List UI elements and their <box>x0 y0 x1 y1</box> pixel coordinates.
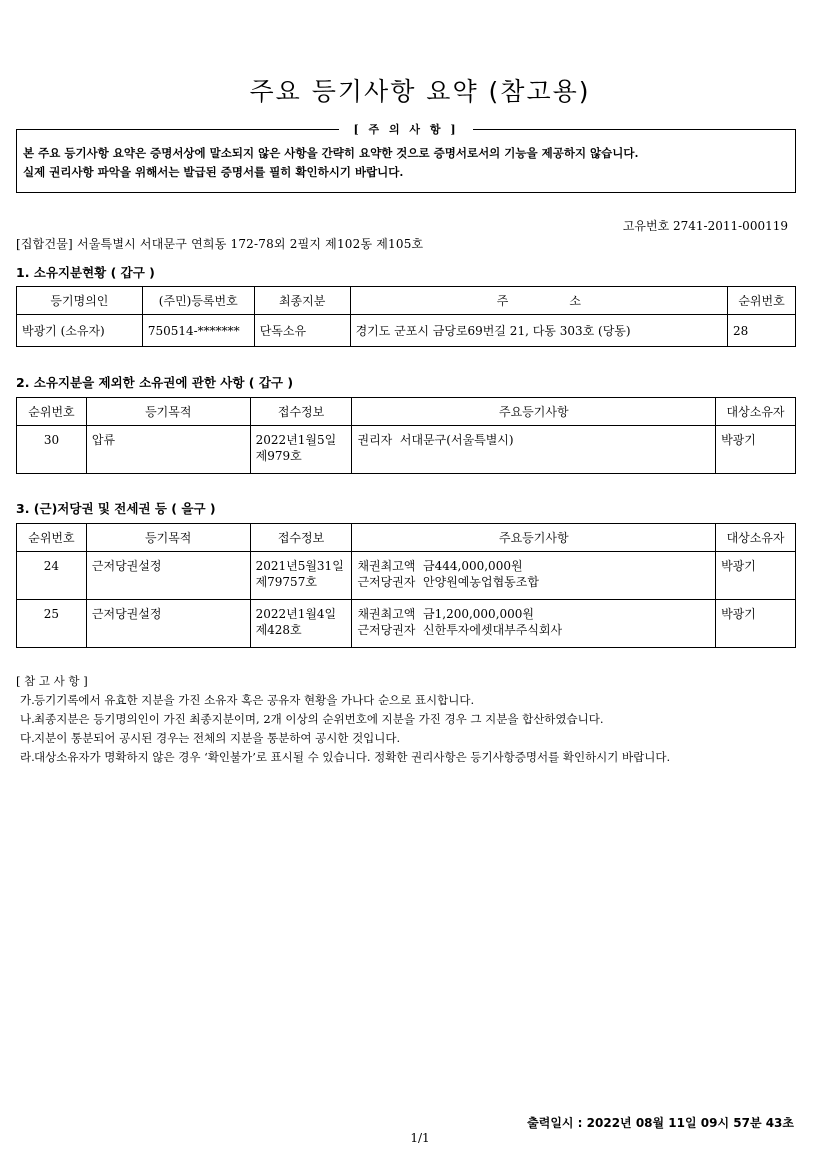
note-text: 최종지분은 등기명의인이 가진 최종지분이며, 2개 이상의 순위번호에 지분을 가진 경우 그 지분을 합산하였습니다. <box>34 712 604 726</box>
main-matter <box>352 600 716 648</box>
receipt-info <box>250 600 352 648</box>
receipt-date: 2022년1월5일 <box>255 433 337 447</box>
caution-line: 본 주요 등기사항 요약은 증명서상에 말소되지 않은 사항을 간략히 요약한 것으로 증명서로서의 기능을 제공하지 않습니다. <box>23 146 639 160</box>
column-header: 주요등기사항 <box>352 524 716 552</box>
receipt-number: 제979호 <box>255 449 302 463</box>
column-header: 등기목적 <box>86 524 250 552</box>
column-header: 순위번호 <box>728 287 796 315</box>
note-text: 등기기록에서 유효한 지분을 가진 소유자 혹은 공유자 현황을 가나다 순으로 표시합니다. <box>34 693 475 707</box>
column-header: 주요등기사항 <box>352 398 716 426</box>
ownership-table <box>16 286 796 347</box>
note-key: 라. <box>20 750 35 764</box>
main-matter-line: 채권최고액 금444,000,000원 <box>357 559 523 573</box>
receipt-info <box>250 426 352 474</box>
column-header: 대상소유자 <box>716 398 796 426</box>
table-header-row <box>17 398 796 426</box>
mortgage-table <box>16 523 796 648</box>
page-number: 1/1 <box>410 1131 430 1145</box>
receipt-number: 제79757호 <box>255 575 317 589</box>
note-item <box>16 748 806 767</box>
notes-heading: [ 참 고 사 항 ] <box>16 674 88 688</box>
main-matter-line: 근저당권자 안양원예농업협동조합 <box>357 575 539 589</box>
receipt-date: 2022년1월4일 <box>255 607 337 621</box>
table-row <box>17 426 796 474</box>
receipt-date: 2021년5월31일 <box>255 559 344 573</box>
rank-number: 24 <box>17 552 87 600</box>
note-text: 대상소유자가 명확하지 않은 경우 ‘확인불가’로 표시될 수 있습니다. 정확한 권리사항은 등기사항증명서를 확인하시기 바랍니다. <box>34 750 671 764</box>
registration-purpose: 근저당권설정 <box>86 552 250 600</box>
column-header: 접수정보 <box>250 398 352 426</box>
main-matter-line: 근저당권자 신한투자에셋대부주식회사 <box>357 623 563 637</box>
target-owner: 박광기 <box>716 552 796 600</box>
rank-number: 25 <box>17 600 87 648</box>
note-key: 나. <box>20 712 35 726</box>
reference-notes <box>16 672 806 767</box>
table-header-row <box>17 524 796 552</box>
caution-line: 실제 권리사항 파악을 위해서는 발급된 증명서를 필히 확인하시기 바랍니다. <box>23 165 404 179</box>
registration-purpose: 근저당권설정 <box>86 600 250 648</box>
ownership-rights-table <box>16 397 796 474</box>
property-address: [집합건물] 서울특별시 서대문구 연희동 172-78외 2필지 제102동 제105호 <box>16 237 424 251</box>
column-header: 접수정보 <box>250 524 352 552</box>
section1-title: 1. 소유지분현황 ( 갑구 ) <box>16 265 155 280</box>
table-header-row <box>17 287 796 315</box>
unique-number: 고유번호 2741-2011-000119 <box>622 219 788 233</box>
caution-box <box>16 123 796 193</box>
final-share: 단독소유 <box>254 315 350 347</box>
table-row <box>17 315 796 347</box>
column-header: 순위번호 <box>17 524 87 552</box>
main-matter <box>352 426 716 474</box>
print-timestamp: 출력일시 : 2022년 08월 11일 09시 57분 43초 <box>527 1116 794 1130</box>
note-key: 가. <box>20 693 35 707</box>
target-owner: 박광기 <box>716 600 796 648</box>
column-header: 주 소 <box>350 287 727 315</box>
column-header: 대상소유자 <box>716 524 796 552</box>
main-matter-line: 채권최고액 금1,200,000,000원 <box>357 607 535 621</box>
owner-address: 경기도 군포시 금당로69번길 21, 다동 303호 (당동) <box>350 315 727 347</box>
rank-number: 30 <box>17 426 87 474</box>
rank-number: 28 <box>728 315 796 347</box>
note-item <box>16 710 806 729</box>
column-header: (주민)등록번호 <box>142 287 254 315</box>
note-item <box>16 691 806 710</box>
registration-purpose: 압류 <box>86 426 250 474</box>
note-key: 다. <box>20 731 35 745</box>
registration-number: 750514-******* <box>142 315 254 347</box>
column-header: 순위번호 <box>17 398 87 426</box>
column-header: 등기목적 <box>86 398 250 426</box>
owner-name: 박광기 (소유자) <box>17 315 143 347</box>
caution-heading: [ 주 의 사 항 ] <box>339 123 472 136</box>
column-header: 최종지분 <box>254 287 350 315</box>
table-row <box>17 600 796 648</box>
main-matter <box>352 552 716 600</box>
section2-title: 2. 소유지분을 제외한 소유권에 관한 사항 ( 갑구 ) <box>16 375 294 390</box>
main-matter-line: 권리자 서대문구(서울특별시) <box>357 433 514 447</box>
receipt-info <box>250 552 352 600</box>
note-item <box>16 729 806 748</box>
note-text: 지분이 통분되어 공시된 경우는 전체의 지분을 통분하여 공시한 것입니다. <box>34 731 401 745</box>
page-title: 주요 등기사항 요약 (참고용) <box>249 77 591 106</box>
table-row <box>17 552 796 600</box>
receipt-number: 제428호 <box>255 623 302 637</box>
column-header: 등기명의인 <box>17 287 143 315</box>
section3-title: 3. (근)저당권 및 전세권 등 ( 을구 ) <box>16 501 216 516</box>
target-owner: 박광기 <box>716 426 796 474</box>
